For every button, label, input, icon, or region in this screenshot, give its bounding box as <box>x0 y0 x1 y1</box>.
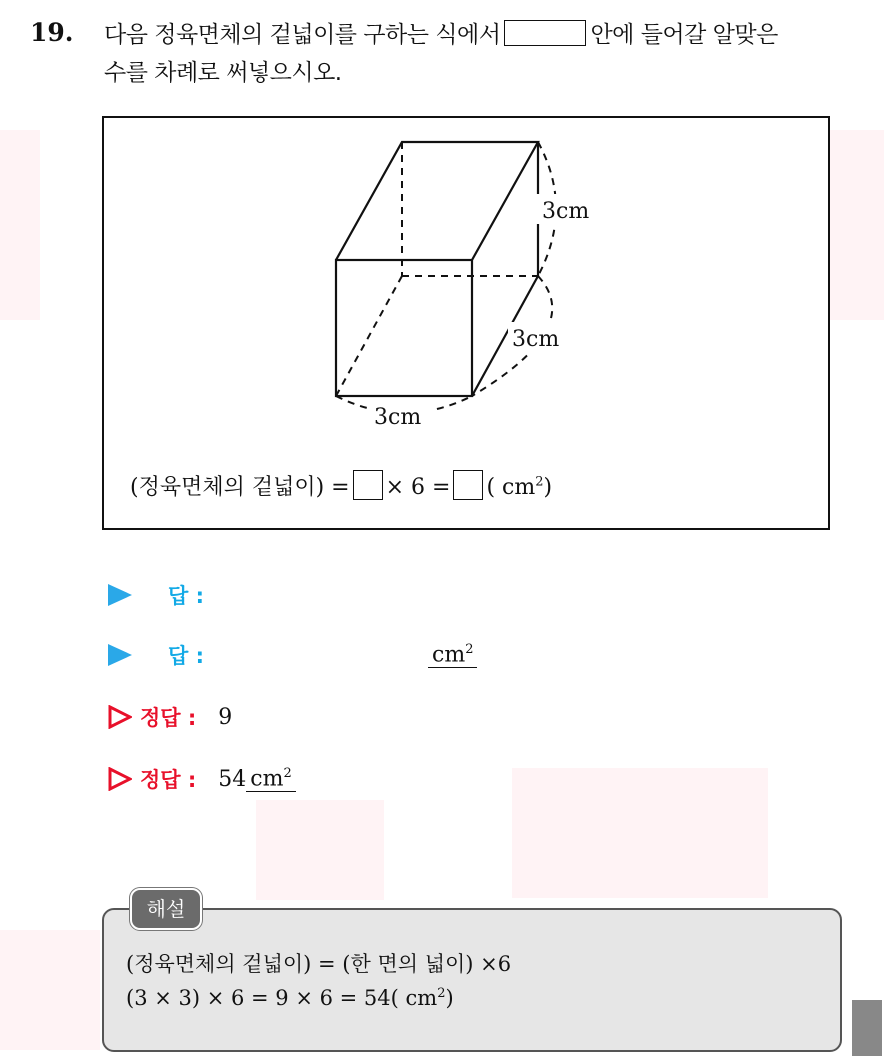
answer-label: 답 : <box>168 644 204 668</box>
question-text-line2: 수를 차례로 써넣으시오. <box>104 60 342 86</box>
correct-unit-text: cm <box>250 766 284 792</box>
solution-line-2-text: (3 × 3) × 6 = 9 × 6 = 54( cm <box>126 986 438 1010</box>
correct-value-2: 54 <box>218 766 247 792</box>
correct-unit <box>246 766 295 792</box>
formula-unit-close: ) <box>543 475 553 500</box>
answer-blank-box <box>504 20 586 46</box>
play-triangle-icon <box>108 644 132 666</box>
solution-line-2-sup: 2 <box>437 986 446 1001</box>
correct-label: 정답 : <box>140 768 197 792</box>
background-block <box>0 930 100 1050</box>
play-triangle-icon <box>108 584 132 606</box>
height-label: 3cm <box>542 199 590 224</box>
cube-front-face <box>336 260 472 396</box>
answer-row-1[interactable] <box>108 580 204 610</box>
solution-line-2 <box>126 986 454 1010</box>
formula-times: × 6 = <box>385 475 451 500</box>
surface-area-formula <box>130 470 552 501</box>
background-block <box>256 800 384 900</box>
correct-answer-row-1 <box>108 702 232 732</box>
solution-line-1: (정육면체의 겉넓이) = (한 면의 넓이) ×6 <box>126 952 512 976</box>
background-block <box>0 130 40 320</box>
hidden-depth-edge <box>336 276 402 396</box>
answer-unit <box>428 642 477 668</box>
formula-blank-1 <box>353 470 383 500</box>
width-label: 3cm <box>374 405 422 430</box>
depth-label: 3cm <box>512 327 560 352</box>
formula-left: (정육면체의 겉넓이) = <box>130 475 350 500</box>
solution-box <box>102 908 842 1052</box>
correct-answer-row-2 <box>108 764 296 794</box>
formula-blank-2 <box>453 470 483 500</box>
page-corner-block <box>852 1000 882 1056</box>
question-text <box>104 16 874 92</box>
cube-diagram <box>104 118 828 528</box>
outline-triangle-icon <box>108 767 132 791</box>
correct-unit-sup: 2 <box>283 765 292 781</box>
answer-label: 답 : <box>168 584 204 608</box>
formula-unit-open: ( cm <box>486 475 536 500</box>
correct-value-1: 9 <box>218 704 233 730</box>
question-text-part2: 안에 들어갈 알맞은 <box>590 22 778 48</box>
question-text-part1: 다음 정육면체의 겉넓이를 구하는 식에서 <box>104 22 501 48</box>
background-block <box>512 768 768 898</box>
answer-row-2[interactable] <box>108 640 477 670</box>
figure-box <box>102 116 830 530</box>
answer-unit-sup: 2 <box>465 641 474 657</box>
question-number: 19. <box>30 18 74 47</box>
outline-triangle-icon <box>108 705 132 729</box>
correct-label: 정답 : <box>140 706 197 730</box>
formula-unit-sup: 2 <box>535 474 544 490</box>
solution-tag: 해설 <box>130 888 202 930</box>
answer-unit-text: cm <box>432 642 466 668</box>
solution-line-2-close: ) <box>445 986 454 1010</box>
cube-top-face <box>336 142 538 260</box>
